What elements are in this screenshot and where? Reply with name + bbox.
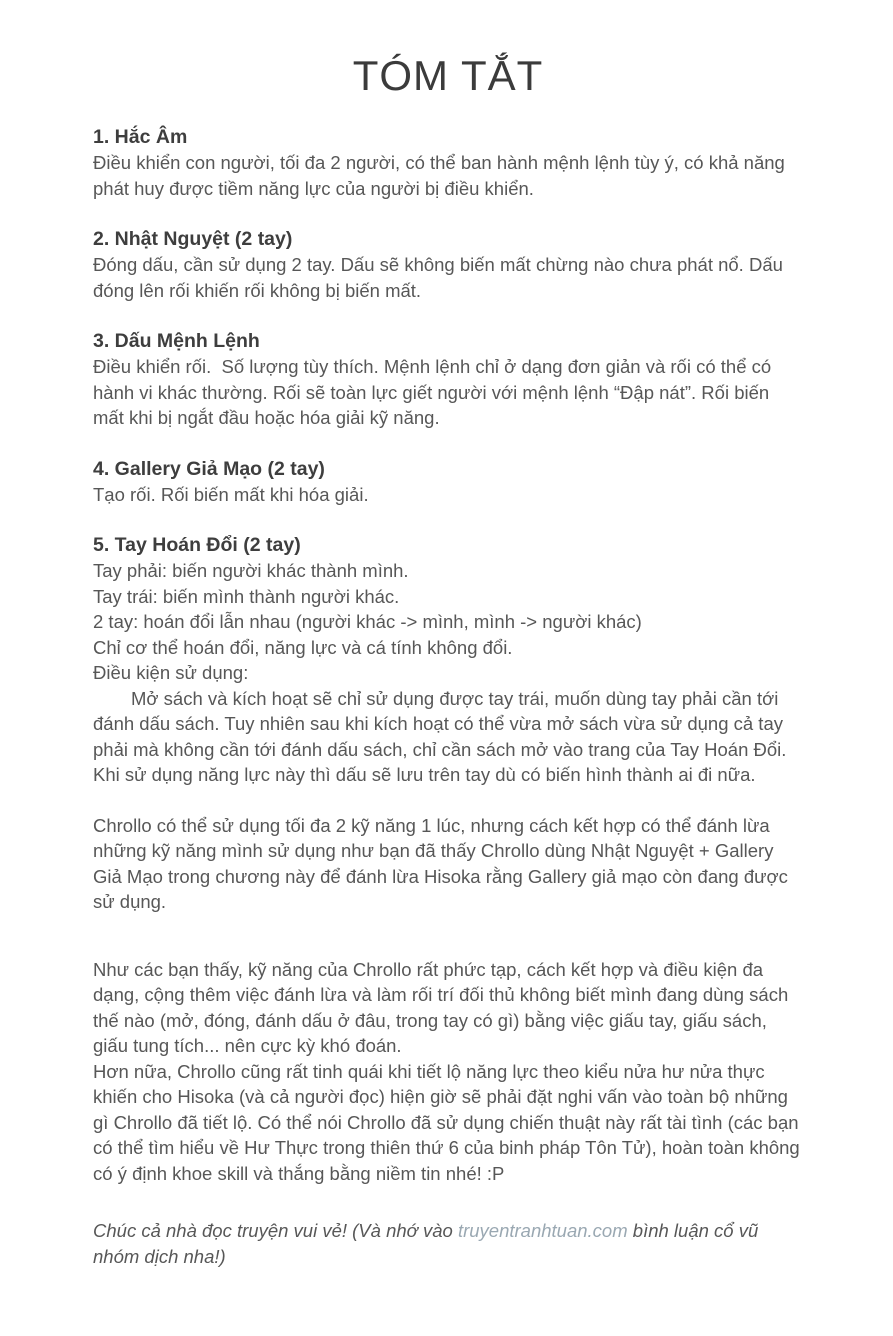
section-3-body: Điều khiển rối. Số lượng tùy thích. Mệnh lệnh chỉ ở dạng đơn giản và rối có thể có hành vi khác thường. Rối sẽ toàn lực giết người với mệnh lệnh “Đập nát”. Rối biến mất khi bị ngắt đầu hoặc hóa giải kỹ năng. [93,356,777,428]
note-analysis: Như các bạn thấy, kỹ năng của Chrollo rất phức tạp, cách kết hợp và điều kiện đa dạng, cộng thêm việc đánh lừa và làm rối trí đối thủ không biết mình đang dùng sách thế nào (mở, đóng, đánh dấu ở đâu, trong tay có gì) bằng việc giấu tay, giấu sách, giấu tung tích... nên cực kỳ khó đoán. [93,958,794,1056]
section-3-heading: 3. Dấu Mệnh Lệnh [93,330,260,352]
section-5-line-left-hand: Tay trái: biến mình thành người khác. [93,585,400,607]
section-gallery-gia-mao [93,456,803,508]
footer-text-after: bình luận cổ vũ nhóm dịch nha!) [93,1220,764,1267]
section-nhat-nguyet [93,226,803,303]
note-skill-combo: Chrollo có thể sử dụng tối đa 2 kỹ năng 1 lúc, nhưng cách kết hợp có thể đánh lừa những kỹ năng mình sử dụng như bạn đã thấy Chrollo dùng Nhật Nguyệt + Gallery Giả Mạo trong chương này để đánh lừa Hisoka rằng Gallery giả mạo còn đang được sử dụng. [93,814,794,912]
section-hac-am [93,124,803,201]
section-1-heading: 1. Hắc Âm [93,126,188,148]
section-1-body: Điều khiển con người, tối đa 2 người, có thể ban hành mệnh lệnh tùy ý, có khả năng phát huy được tiềm năng lực của người bị điều khiển. [93,152,790,199]
section-5-heading: 5. Tay Hoán Đổi (2 tay) [93,534,301,556]
truyentranhtuan-link[interactable]: truyentranhtuan.com [457,1220,628,1241]
section-4-body: Tạo rối. Rối biến mất khi hóa giải. [93,483,369,505]
section-5-line-conditions-label: Điều kiện sử dụng: [93,662,249,683]
section-5-usage-paragraph: Mở sách và kích hoạt sẽ chỉ sử dụng được tay trái, muốn dùng tay phải cần tới đánh dấu sách. Tuy nhiên sau khi kích hoạt có thể vừa mở sách vừa sử dụng cả tay phải mà không cần tới đánh dấu sách, chỉ cần sách mở vào trang của Tay Hoán Đổi. [93,687,789,760]
note-strategy: Hơn nữa, Chrollo cũng rất tinh quái khi tiết lộ năng lực theo kiểu nửa hư nửa thực khiến cho Hisoka (và cả người đọc) hiện giờ sẽ phải đặt nghi vấn vào toàn bộ những gì Chrollo đã tiết lộ. Có thể nói Chrollo đã sử dụng chiến thuật này rất tài tình (các bạn có thể tìm hiểu về Hư Thực trong thiên thứ 6 của binh pháp Tôn Tử), hoàn toàn không có ý định khoe skill và thắng bằng niềm tin nhé! :P [93,1060,805,1184]
section-5-line-body-only: Chỉ cơ thể hoán đổi, năng lực và cá tính không đổi. [93,636,513,658]
section-4-heading: 4. Gallery Giả Mạo (2 tay) [93,457,325,480]
section-5-note-line: Khi sử dụng năng lực này thì dấu sẽ lưu trên tay dù có biến hình thành ai đi nữa. [93,764,756,785]
section-5-line-both-hands: 2 tay: hoán đổi lẫn nhau (người khác -> mình, mình -> người khác) [93,611,642,632]
section-tay-hoan-doi [93,532,803,788]
section-dau-menh-lenh [93,328,803,431]
footer-text-before: Chúc cả nhà đọc truyện vui vẻ! (Và nhớ vào [93,1220,458,1241]
section-5-line-right-hand: Tay phải: biến người khác thành mình. [93,560,409,581]
page-title: TÓM TẮT [352,52,544,99]
footer-message [93,1218,803,1269]
section-2-heading: 2. Nhật Nguyệt (2 tay) [93,228,293,250]
section-2-body: Đóng dấu, cần sử dụng 2 tay. Dấu sẽ không biến mất chừng nào chưa phát nổ. Dấu đóng lên rối khiến rối không bị biến mất. [93,254,789,301]
